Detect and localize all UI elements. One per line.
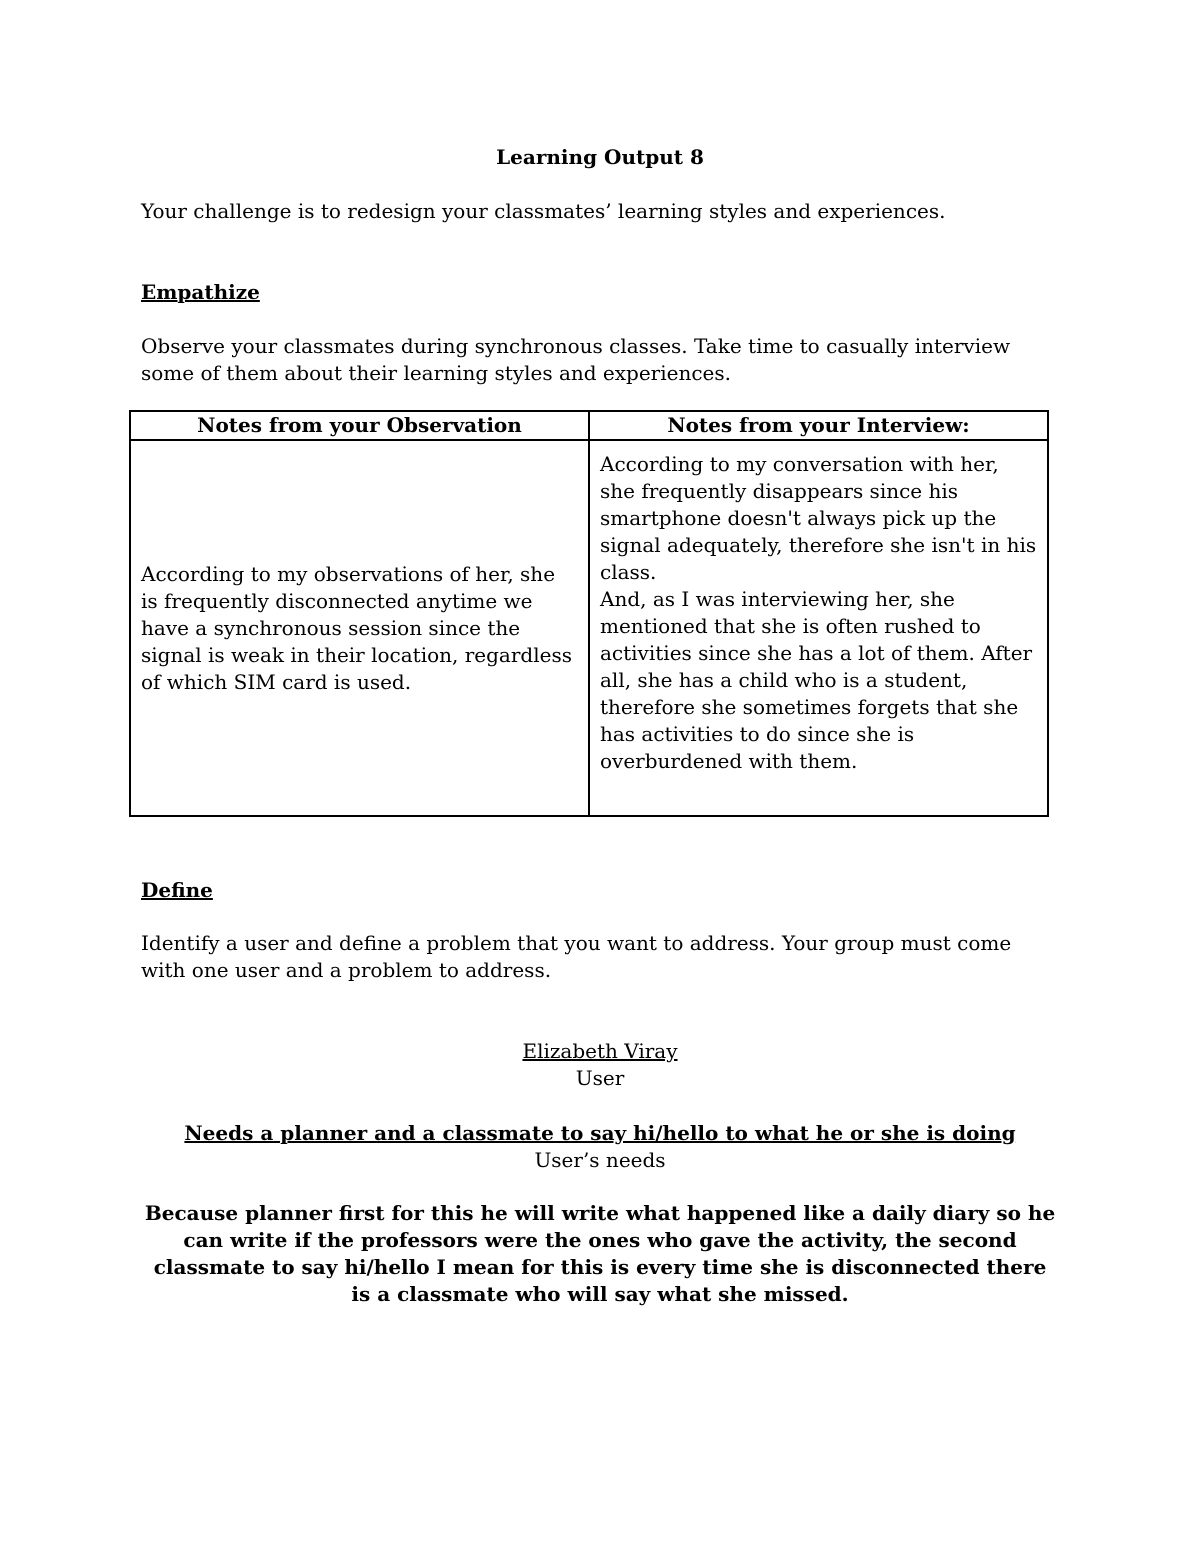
intro-text: Your challenge is to redesign your classmates’ learning styles and experiences.: [141, 199, 946, 223]
user-name: Elizabeth Viray: [522, 1039, 678, 1063]
table-row: [130, 440, 1048, 816]
user-label: User: [575, 1066, 625, 1090]
empathize-heading: Empathize: [141, 280, 260, 304]
user-needs-label: User’s needs: [534, 1148, 666, 1172]
user-needs-line: [0, 1120, 1200, 1147]
table-header-row: [130, 411, 1048, 440]
insight-statement: Because planner first for this he will write what happened like a daily diary so he can write if the professors were the ones who gave the activity, the second classmate to say hi/hello I mean for this is every time she is disconnected there is a classmate who will say what she missed.: [144, 1201, 1056, 1306]
interview-notes-paragraph: And, as I was interviewing her, she mentioned that she is often rushed to activities since she has a lot of them. After all, she has a child who is a student, therefore she sometimes forgets that she has activities to do since she is overburdened with them.: [600, 587, 1033, 773]
define-instructions: Identify a user and define a problem that you want to address. Your group must come with one user and a problem to address.: [141, 931, 1012, 982]
user-name-line: [0, 1038, 1200, 1065]
interview-header: Notes from your Interview:: [589, 411, 1048, 440]
notes-table: [129, 410, 1049, 817]
user-needs: Needs a planner and a classmate to say hi/hello to what he or she is doing: [184, 1121, 1016, 1145]
observation-notes-cell: [130, 440, 589, 816]
empathize-instructions: Observe your classmates during synchronous classes. Take time to casually interview some of them about their learning styles and experiences.: [141, 334, 1011, 385]
observation-header: Notes from your Observation: [130, 411, 589, 440]
define-heading: Define: [141, 878, 213, 902]
observation-notes: According to my observations of her, she is frequently disconnected anytime we have a synchronous session since the signal is weak in their location, regardless of which SIM card is used.: [141, 561, 572, 694]
document-title: Learning Output 8: [496, 145, 704, 169]
interview-notes-cell: [589, 440, 1048, 816]
interview-notes-paragraph: According to my conversation with her, she frequently disappears since his smartphone doesn't always pick up the signal adequately, therefore she isn't in his class.: [600, 452, 1037, 584]
